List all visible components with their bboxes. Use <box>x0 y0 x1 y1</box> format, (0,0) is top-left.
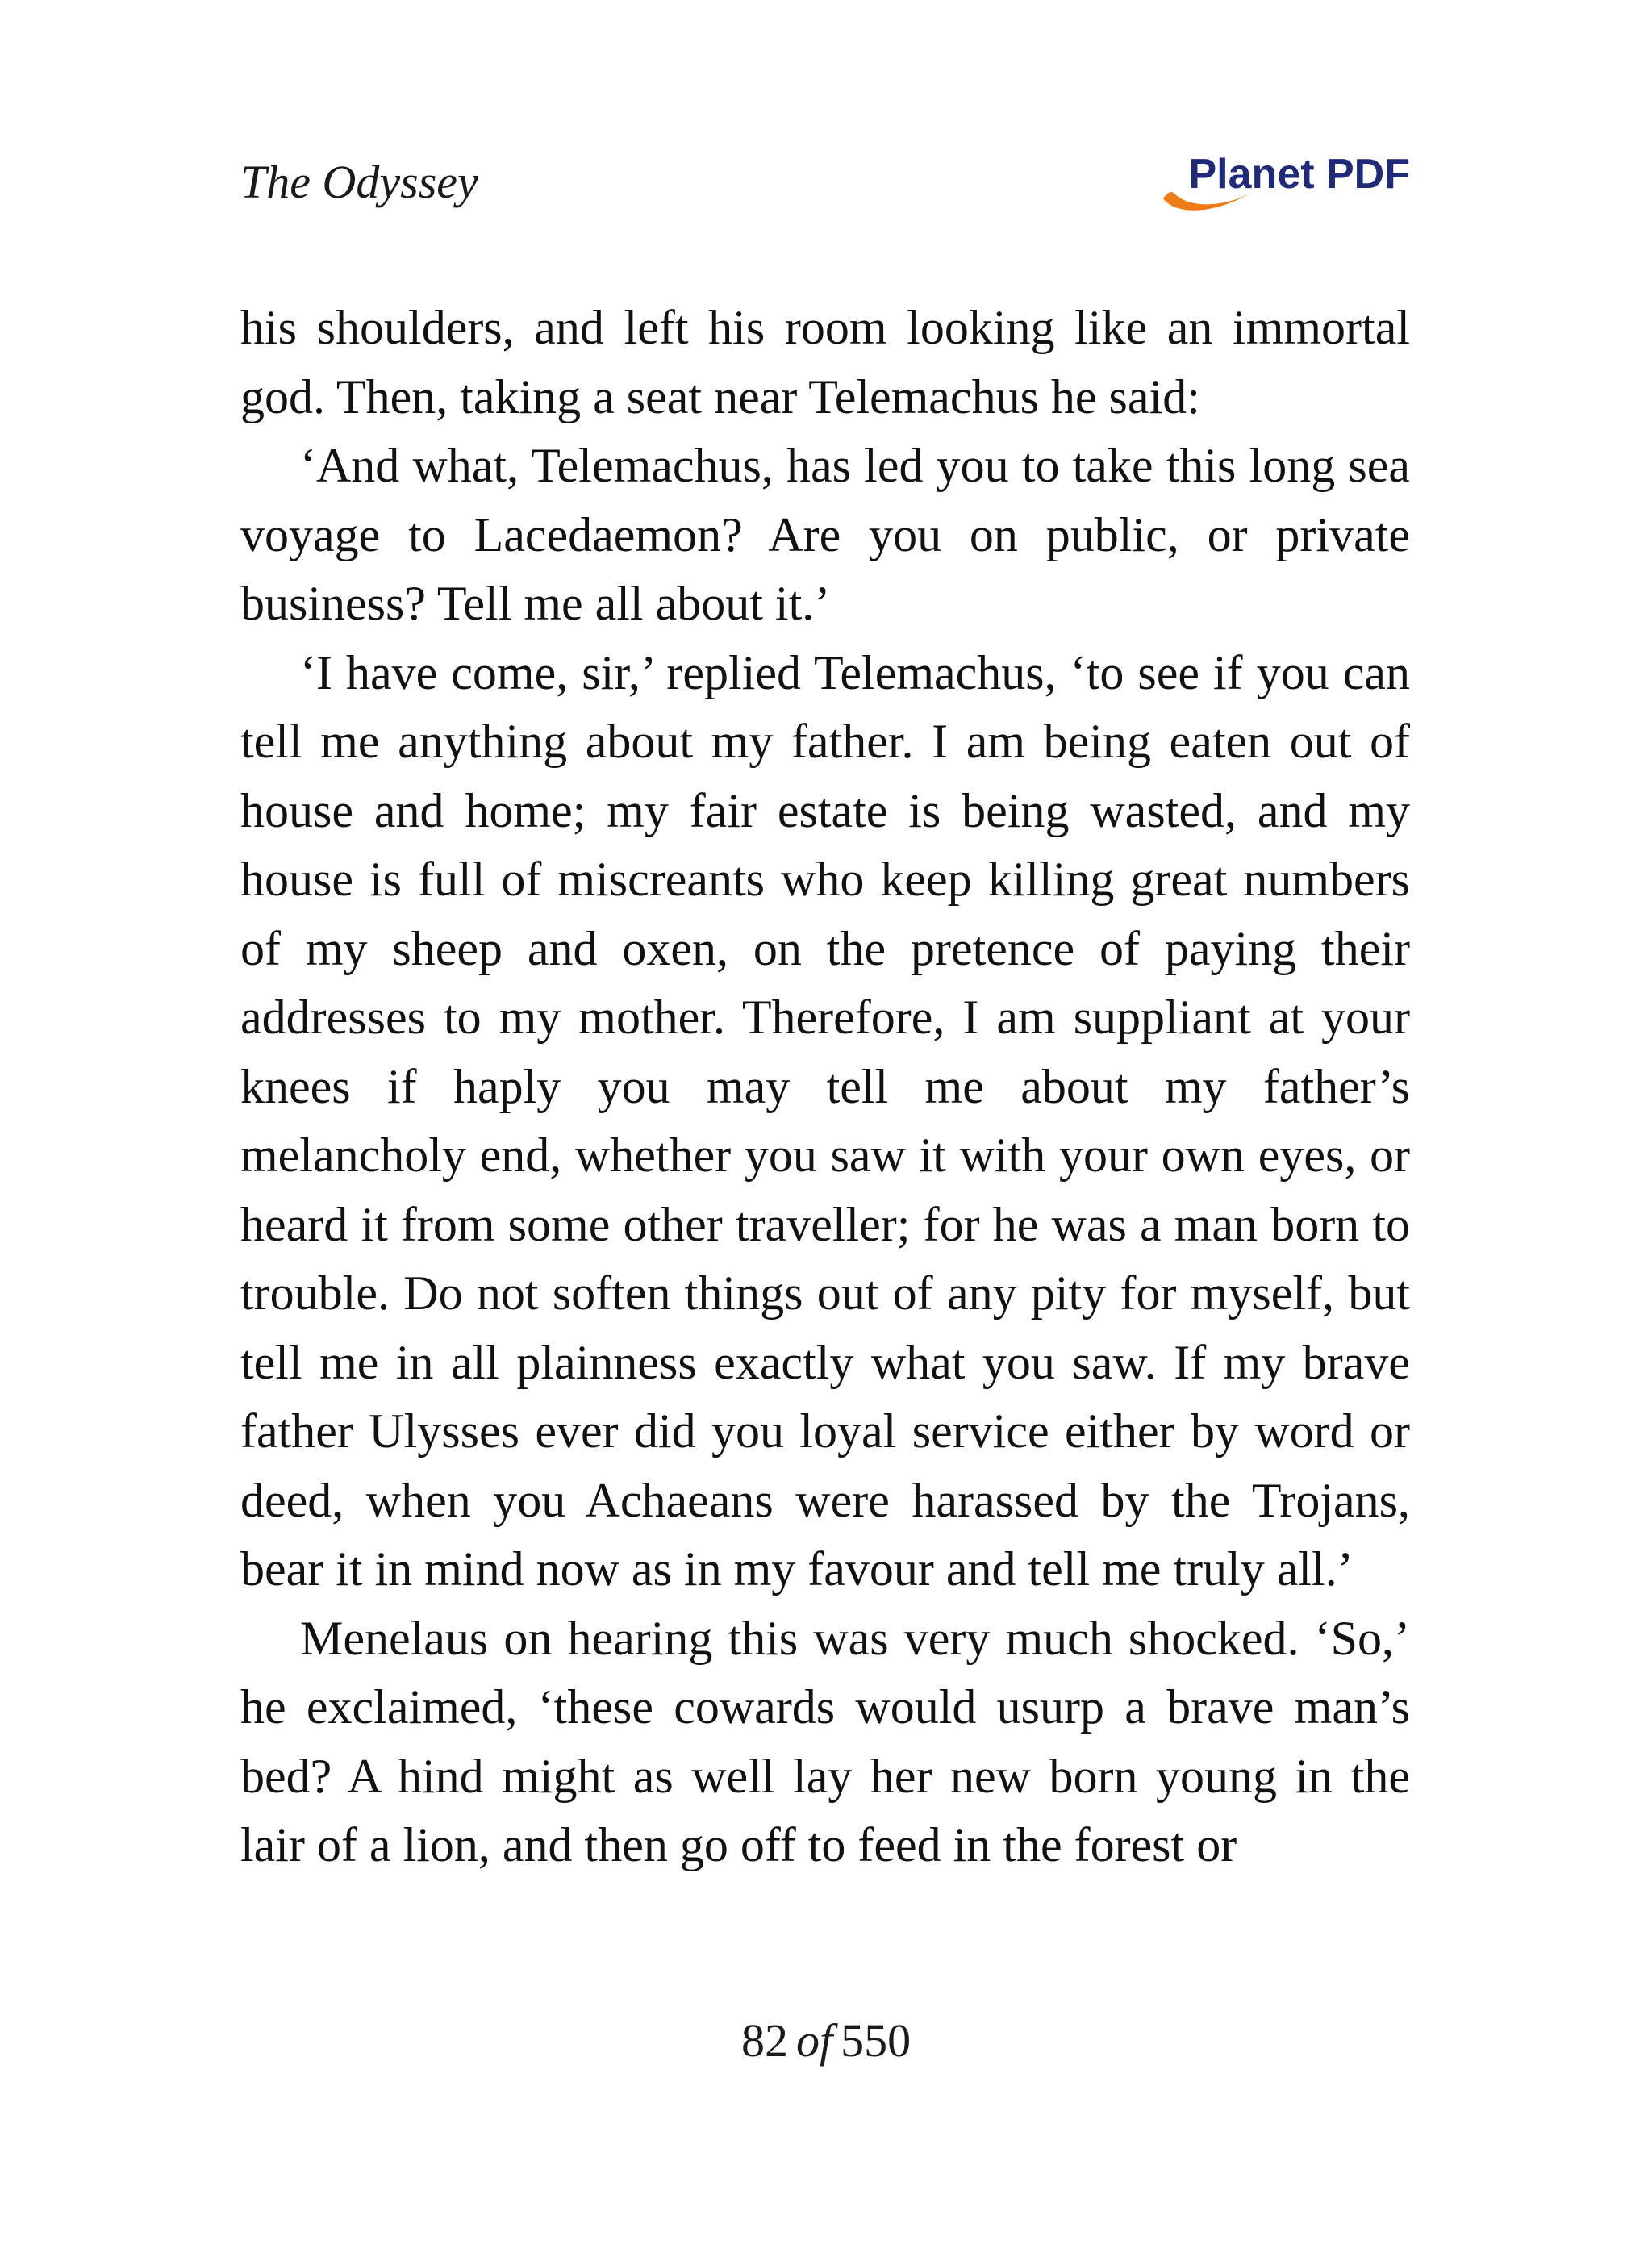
logo-text: Planet PDF <box>1188 151 1410 198</box>
planet-pdf-logo <box>1160 147 1410 211</box>
page-of-label: of <box>795 2014 833 2067</box>
page-body <box>240 294 1410 1880</box>
paragraph: Menelaus on hearing this was very much shocked. ‘So,’ he exclaimed, ‘these cowards would usurp a brave man’s bed? A hind might as well lay her new born young in the lair of a lion, and then go off to feed in the forest or <box>240 1611 1410 1871</box>
page-footer <box>0 2013 1652 2067</box>
paragraph: his shoulders, and left his room looking like an immortal god. Then, taking a seat near Telemachus he said: <box>240 301 1410 423</box>
book-title: The Odyssey <box>240 156 478 208</box>
total-pages: 550 <box>841 2014 912 2067</box>
page-header <box>240 147 1410 219</box>
paragraph: ‘And what, Telemachus, has led you to take this long sea voyage to Lacedaemon? Are you on public, or private business? Tell me all about it.’ <box>240 439 1410 630</box>
page-number: 82 <box>740 2014 788 2067</box>
paragraph: ‘I have come, sir,’ replied Telemachus, ‘to see if you can tell me anything about my father. I am being eaten out of house and home; my fair estate is being wasted, and my house is full of miscreants who keep killing great numbers of my sheep and oxen, on the pretence of paying their addresses to my mother. Therefore, I am suppliant at your knees if haply you may tell me about my father’s melancholy end, whether you saw it with your own eyes, or heard it from some other traveller; for he was a man born to trouble. Do not soften things out of any pity for myself, but tell me in all plainness exactly what you saw. If my brave father Ulysses ever did you loyal service either by word or deed, when you Achaeans were harassed by the Trojans, bear it in mind now as in my favour and tell me truly all.’ <box>240 645 1410 1596</box>
